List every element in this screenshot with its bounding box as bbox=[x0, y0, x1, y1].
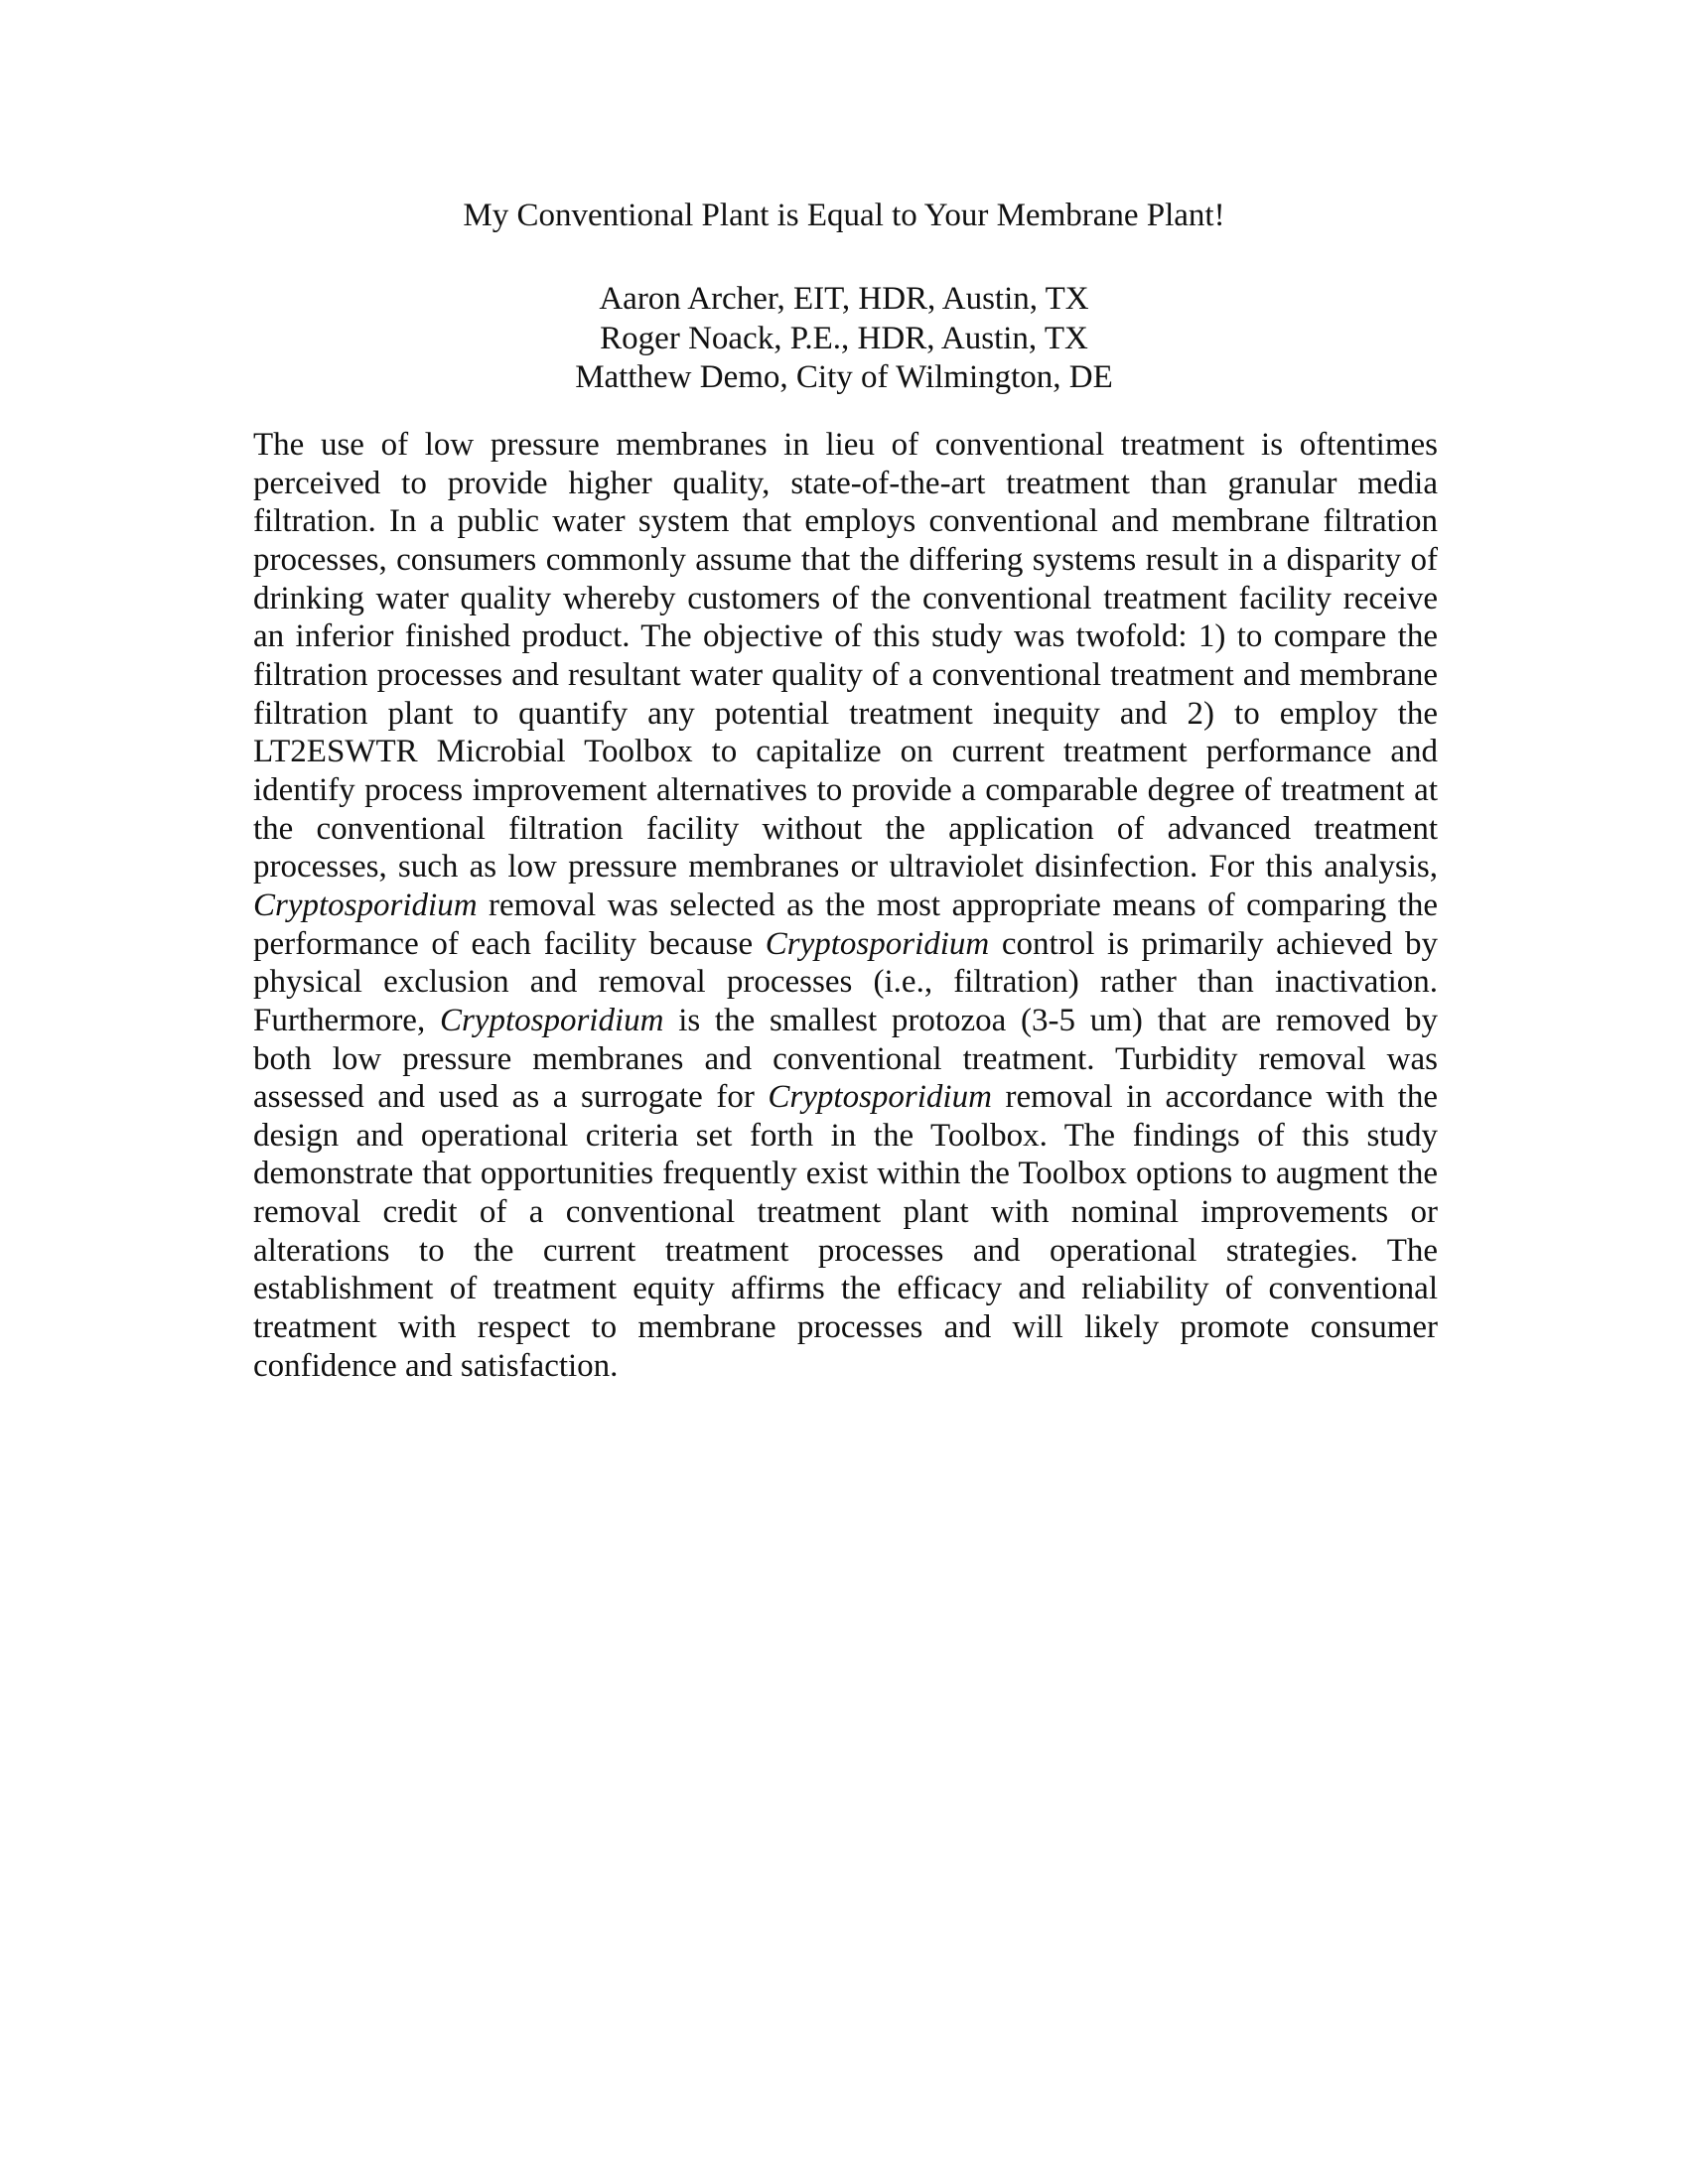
abstract-line bbox=[253, 1232, 1438, 1271]
abstract-line bbox=[253, 1155, 1438, 1193]
text-segment: an inferior finished product. The objective of this study was twofold: 1) to compare the bbox=[253, 618, 1438, 655]
author-list bbox=[0, 280, 1688, 398]
abstract-line bbox=[253, 426, 1438, 465]
abstract-line bbox=[253, 771, 1438, 810]
text-segment: physical exclusion and removal processes (i.e., filtration) rather than inactivation. bbox=[253, 964, 1438, 1001]
text-segment: removal credit of a conventional treatment plant with nominal improvements or bbox=[253, 1194, 1438, 1231]
abstract-line bbox=[253, 656, 1438, 695]
italic-term: Cryptosporidium bbox=[439, 1002, 664, 1038]
text-segment: processes, such as low pressure membranes or ultraviolet disinfection. For this analysis, bbox=[253, 849, 1438, 886]
text-segment: confidence and satisfaction. bbox=[253, 1347, 619, 1384]
abstract-line bbox=[253, 1347, 1438, 1386]
italic-term: Cryptosporidium bbox=[765, 925, 990, 962]
text-segment: the conventional filtration facility without the application of advanced treatment bbox=[253, 810, 1438, 847]
abstract-line bbox=[253, 1193, 1438, 1232]
text-segment: both low pressure membranes and conventional treatment. Turbidity removal was bbox=[253, 1040, 1438, 1077]
text-segment: performance of each facility because bbox=[253, 925, 766, 962]
text-segment: establishment of treatment equity affirms the efficacy and reliability of conventional bbox=[253, 1271, 1438, 1307]
abstract-line bbox=[253, 810, 1438, 849]
text-segment: filtration. In a public water system that employs conventional and membrane filtration bbox=[253, 503, 1438, 540]
text-segment: demonstrate that opportunities frequently exist within the Toolbox options to augment the bbox=[253, 1156, 1438, 1192]
abstract-line bbox=[253, 925, 1438, 964]
text-segment: perceived to provide higher quality, state-of-the-art treatment than granular media bbox=[253, 465, 1438, 501]
text-segment: alterations to the current treatment processes and operational strategies. The bbox=[253, 1232, 1438, 1269]
text-segment: Furthermore, bbox=[253, 1002, 440, 1038]
text-segment: removal was selected as the most appropriate means of comparing the bbox=[477, 887, 1438, 923]
abstract-line bbox=[253, 1117, 1438, 1156]
text-segment: drinking water quality whereby customers of the conventional treatment facility receive bbox=[253, 580, 1438, 616]
abstract-line bbox=[253, 1270, 1438, 1308]
document-title: My Conventional Plant is Equal to Your Membrane Plant! bbox=[463, 198, 1225, 233]
text-segment: treatment with respect to membrane processes and will likely promote consumer bbox=[253, 1309, 1438, 1346]
abstract-line bbox=[253, 963, 1438, 1002]
abstract-line bbox=[253, 1040, 1438, 1079]
italic-term: Cryptosporidium bbox=[768, 1079, 992, 1116]
abstract-line bbox=[253, 887, 1438, 925]
text-segment: LT2ESWTR Microbial Toolbox to capitalize on current treatment performance and bbox=[253, 734, 1438, 770]
text-segment: assessed and used as a surrogate for bbox=[253, 1079, 769, 1116]
text-segment: identify process improvement alternatives to provide a comparable degree of treatment at bbox=[253, 771, 1438, 808]
abstract-line bbox=[253, 580, 1438, 618]
text-segment: removal in accordance with the bbox=[991, 1079, 1438, 1116]
abstract-line bbox=[253, 1308, 1438, 1347]
text-segment: is the smallest protozoa (3-5 um) that are removed by bbox=[663, 1002, 1438, 1038]
abstract-line bbox=[253, 1002, 1438, 1040]
text-segment: The use of low pressure membranes in lieu of conventional treatment is oftentimes bbox=[253, 427, 1438, 463]
text-segment: control is primarily achieved by bbox=[989, 925, 1438, 962]
author-line: Aaron Archer, EIT, HDR, Austin, TX bbox=[599, 281, 1089, 317]
abstract-paragraph bbox=[253, 426, 1438, 1385]
abstract-line bbox=[253, 617, 1438, 656]
abstract-line bbox=[253, 733, 1438, 771]
text-segment: filtration plant to quantify any potential treatment inequity and 2) to employ the bbox=[253, 695, 1438, 732]
abstract-line bbox=[253, 848, 1438, 887]
text-segment: processes, consumers commonly assume that the differing systems result in a disparity of bbox=[253, 541, 1438, 578]
italic-term: Cryptosporidium bbox=[253, 887, 478, 923]
abstract-line bbox=[253, 1078, 1438, 1117]
author-line: Matthew Demo, City of Wilmington, DE bbox=[575, 359, 1113, 395]
abstract-line bbox=[253, 502, 1438, 541]
author-line: Roger Noack, P.E., HDR, Austin, TX bbox=[600, 320, 1088, 356]
abstract-line bbox=[253, 465, 1438, 503]
text-segment: filtration processes and resultant water quality of a conventional treatment and membrane bbox=[253, 656, 1438, 693]
text-segment: design and operational criteria set forth in the Toolbox. The findings of this study bbox=[253, 1117, 1438, 1154]
abstract-line bbox=[253, 695, 1438, 734]
abstract-line bbox=[253, 541, 1438, 580]
